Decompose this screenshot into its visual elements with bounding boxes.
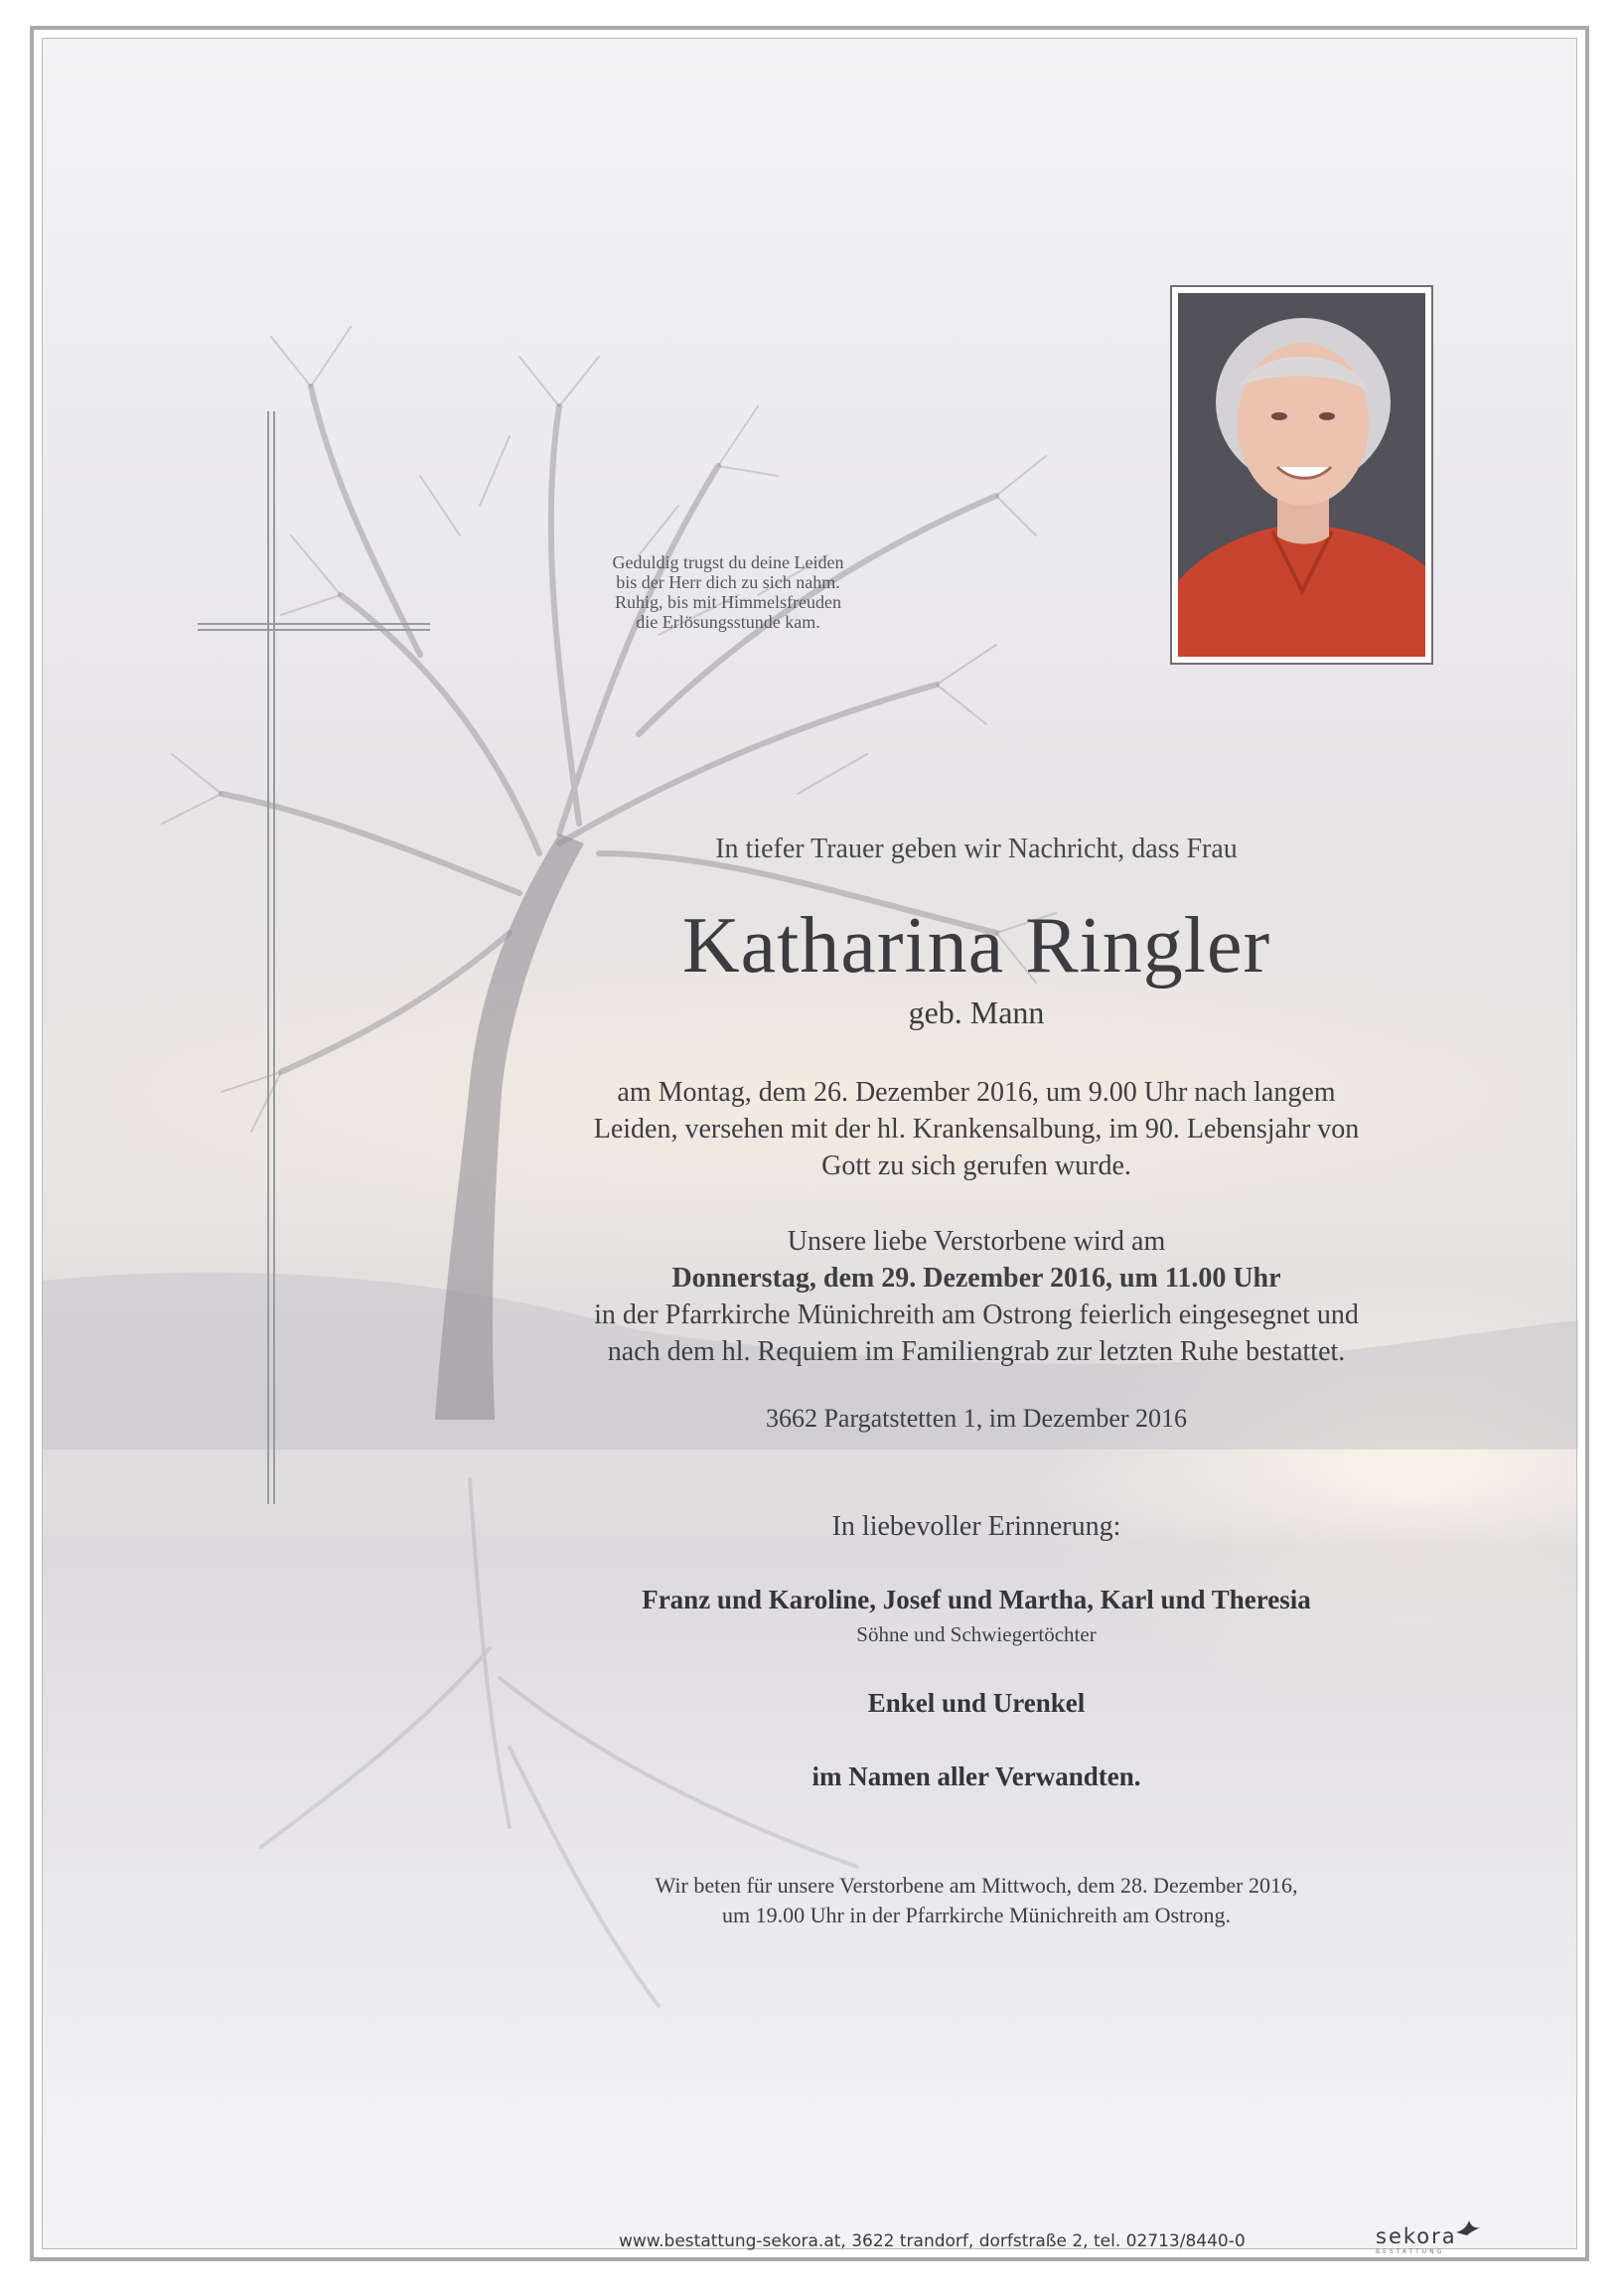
bird-icon — [1455, 2219, 1481, 2236]
funeral-paragraph — [480, 1223, 1473, 1370]
funeral-date: Donnerstag, dem 29. Dezember 2016, um 11.00 Uhr — [671, 1263, 1281, 1294]
deceased-name: Katharina Ringler — [681, 902, 1271, 990]
poem-line: Geduldig trugst du deine Leiden — [612, 552, 844, 572]
logo-wordmark: sekora — [1376, 2224, 1457, 2248]
footer-contact: www.bestattung-sekora.at, 3622 trandorf, dorfstraße 2, tel. 02713/8440-0 — [619, 2231, 1246, 2251]
announcement-intro: In tiefer Trauer geben wir Nachricht, dass Frau — [715, 834, 1238, 864]
obituary-card — [42, 38, 1577, 2255]
death-paragraph — [480, 1074, 1473, 1184]
portrait-frame — [1170, 285, 1433, 665]
death-line: am Montag, dem 26. Dezember 2016, um 9.00 Uhr nach langem — [617, 1077, 1336, 1108]
relatives: im Namen aller Verwandten. — [811, 1761, 1141, 1791]
poem — [544, 552, 912, 632]
grandchildren: Enkel und Urenkel — [867, 1688, 1086, 1718]
children-relation: Söhne und Schwiegertöchter — [856, 1622, 1097, 1646]
poem-line: bis der Herr dich zu sich nahm. — [616, 572, 840, 592]
prayer-line: um 19.00 Uhr in der Pfarrkirche Münichreith am Ostrong. — [722, 1903, 1231, 1927]
funeral-intro: Unsere liebe Verstorbene wird am — [787, 1226, 1166, 1257]
poem-line: die Erlösungsstunde kam. — [636, 612, 820, 632]
prayer-line: Wir beten für unsere Verstorbene am Mittwoch, dem 28. Dezember 2016, — [655, 1873, 1298, 1898]
birth-name: geb. Mann — [908, 995, 1045, 1030]
children-names: Franz und Karoline, Josef und Martha, Karl und Theresia — [642, 1585, 1311, 1614]
death-line: Gott zu sich gerufen wurde. — [821, 1150, 1131, 1181]
prayer-notice — [480, 1871, 1473, 1930]
memory-heading: In liebevoller Erinnerung: — [831, 1511, 1121, 1542]
portrait-photo — [1178, 293, 1425, 657]
funeral-line: in der Pfarrkirche Münichreith am Ostrong feierlich eingesegnet und — [594, 1300, 1359, 1330]
logo-subtitle: BESTATTUNG — [1376, 2248, 1445, 2255]
poem-line: Ruhig, bis mit Himmelsfreuden — [615, 592, 841, 612]
death-line: Leiden, versehen mit der hl. Krankensalbung, im 90. Lebensjahr von — [593, 1114, 1360, 1145]
sekora-logo — [1376, 2224, 1457, 2255]
funeral-line: nach dem hl. Requiem im Familiengrab zur letzten Ruhe bestattet. — [607, 1336, 1346, 1367]
place-date: 3662 Pargatstetten 1, im Dezember 2016 — [765, 1404, 1188, 1433]
